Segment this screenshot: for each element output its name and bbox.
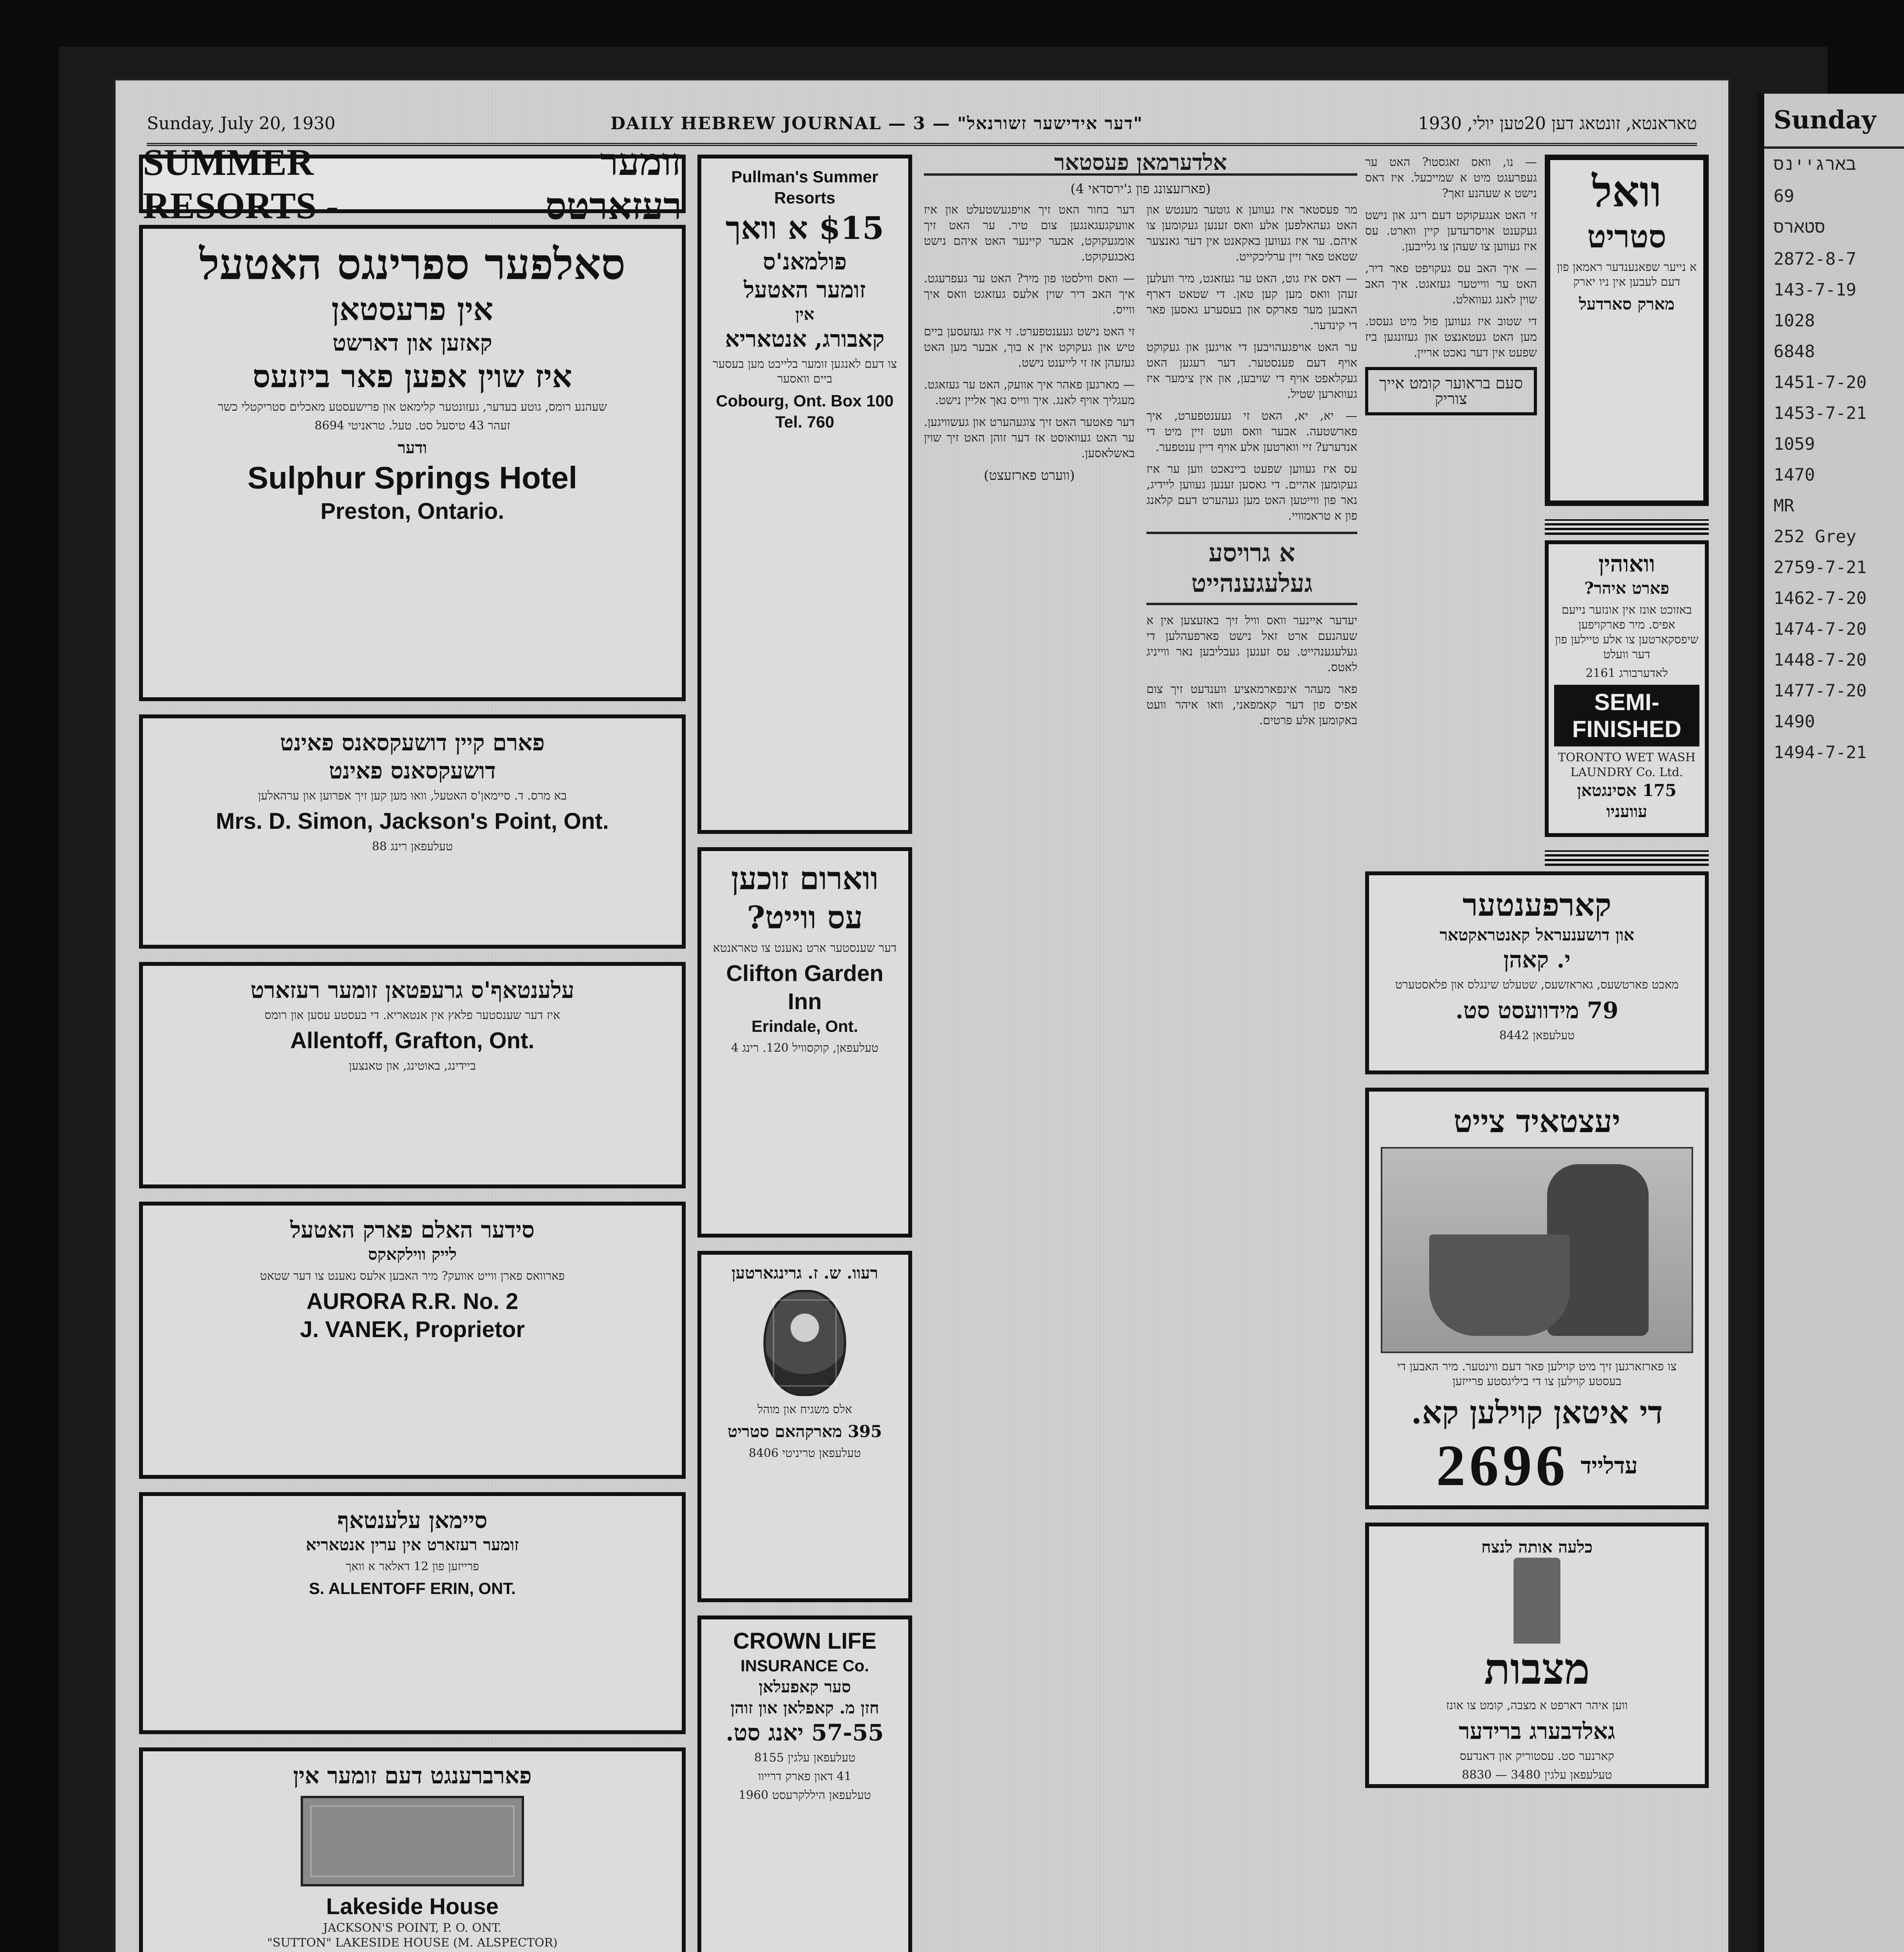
strip-line: 1474-7-20 — [1774, 619, 1867, 639]
coal-illustration — [1381, 1147, 1693, 1353]
monument-company: גאלדבערג ברידער — [1458, 1718, 1615, 1744]
lakeside-location: JACKSON'S POINT, P. O. ONT. — [323, 1921, 502, 1935]
story-paragraph: — יא, יא, האט זי געענטפערט, איך פארשטעה. אבער וואס וועט זיין מיט די אנדערע? זיי ווארטען אלע אויף דיין ענטפער. — [1146, 409, 1357, 454]
carpenter-address: 79 מידוועסט סט. — [1455, 997, 1619, 1024]
whither-description: באזוכט אונז אין אונזער נייעם אפיס. מיר פארקויפען שיפסקארטען צו אלע טיילען פון דער וועלט — [1555, 603, 1699, 661]
simon-subhead: דושעקסאנס פאינט — [329, 757, 496, 784]
sulphur-headline: סאלפער ספרינגס האטעל — [199, 239, 626, 289]
wall-author: מארק סארדעל — [1579, 294, 1675, 313]
resorts-title-hebrew: זומער רעזארטס — [545, 140, 682, 228]
story-subtitle: (פארזעצונג פון ג'ירסדאי 4) — [1070, 181, 1211, 197]
ad-carpenter — [1365, 871, 1709, 1074]
monument-verse: כלעה אותה לנצח — [1481, 1537, 1593, 1557]
strip-line: 2872-8-7 — [1774, 249, 1856, 269]
coal-phone-exchange: עדלייד — [1580, 1452, 1638, 1479]
carpenter-phone: טעלעפאן 8442 — [1499, 1029, 1575, 1042]
elm-proprietor: J. VANEK, Proprietor — [300, 1317, 525, 1342]
sulphur-description: שעהנע רומס, גוטע בעדער, געזונטער קלימאט און פרישעסטע מאכלים סטריקטלי כשר — [217, 400, 607, 414]
carpenter-name: י. קאהן — [1503, 946, 1571, 973]
strip-line: 6848 — [1774, 342, 1815, 362]
lakeside-proprietor: "SUTTON" LAKESIDE HOUSE (M. ALSPECTOR) — [267, 1936, 558, 1950]
simon-english-name: Mrs. D. Simon, Jackson's Point, Ont. — [216, 809, 609, 834]
crown-address2: 41 דאון פארק דרייוו — [758, 1770, 852, 1783]
wall-description: א נייער שפאנענדער ראמאן פון דעם לעבען אין ניו יארק — [1556, 260, 1697, 289]
crown-address: 57-55 יאנג סט. — [726, 1719, 884, 1746]
strip-line: 1028 — [1774, 311, 1815, 331]
story-paragraph: — דאס איז גוט, האט ער געזאגט, מיר וועלען זעהן וואס מען קען טאן. די שטאט דארף האבען מער פארקס און בעסערע גאסען פאר די קינדער. — [1146, 272, 1357, 332]
carpenter-subhead: און דושענעראל קאנטראקטאר — [1439, 925, 1635, 944]
right-ads-column — [1365, 155, 1709, 1801]
sulphur-subhead: קאזען און דארשט — [332, 329, 492, 356]
clifton-phone: טעלעפאן, קוקסוויל 120. רינג 4 — [731, 1041, 879, 1055]
story-text-left — [1146, 202, 1357, 735]
monument-icon — [1514, 1558, 1560, 1644]
story-continued-notice: (ווערט פארזעצט) — [984, 468, 1075, 483]
ad-wall-street-novel — [1545, 155, 1709, 506]
carpenter-headline: קארפענטער — [1462, 887, 1612, 923]
whither-subhead: פארט איהר? — [1584, 579, 1669, 598]
laundry-address: 175 אסינגטאן עוועניו — [1577, 781, 1677, 821]
pullman-city: קאבורג, אנטאריא — [725, 326, 885, 352]
story-paragraph: זי האט אנגעקוקט דעם רינג און נישט געקענט אויסרעדען קיין ווארט. עס איז געווען צו שעהן צו גלייבען. — [1365, 208, 1537, 253]
strip-line: 143-7-19 — [1774, 280, 1856, 300]
sulphur-phone: זעהר 43 טיסעל סט. טעל. טראניטי 8694 — [314, 419, 510, 433]
ad-crown-life-insurance — [697, 1615, 912, 1952]
masthead-date-hebrew: טאראנטא, זונטאג דען 20טען יולי, 1930 — [1418, 113, 1697, 134]
pullman-hotel: זומער האטעל — [743, 276, 866, 303]
strip-line: 252 Grey — [1774, 527, 1856, 547]
wall-headline: וואל — [1592, 166, 1662, 217]
allentoff-headline: עלענטאף'ס גרעפטאן זומער רעזארט — [250, 977, 574, 1003]
resorts-title-english: SUMMER RESORTS - — [143, 141, 339, 226]
coal-bin — [1429, 1234, 1570, 1336]
masthead — [147, 104, 1697, 146]
rabbi-address: 395 מארקהאם סטריט — [727, 1422, 882, 1441]
sulphur-open: איז שוין אפען פאר ביזנעס — [253, 358, 572, 395]
masthead-date-english: Sunday, July 20, 1930 — [147, 113, 336, 134]
sulphur-hotel-location: Preston, Ontario. — [320, 499, 505, 524]
pullman-address: Cobourg, Ont. Box 100 Tel. 760 — [716, 392, 894, 431]
crown-phone: טעלעפאן עלגין 8155 — [754, 1751, 856, 1765]
elm-headline: סידער האלם פארק האטעל — [290, 1216, 535, 1243]
strip-line: 1451-7-20 — [1774, 372, 1867, 392]
story-mid-headline: א גרויסע געלעגענהייט — [1146, 532, 1357, 605]
lakeside-photo — [301, 1796, 524, 1886]
decorative-stripe — [1545, 519, 1709, 535]
coal-phone-number: 2696 — [1436, 1433, 1569, 1498]
ad-pullman-resorts — [697, 155, 912, 834]
coal-company: די איטאן קוילען קא. — [1411, 1394, 1663, 1431]
strip-line: 1470 — [1774, 465, 1815, 485]
crown-phone2: טעלעפאן היללקרעסט 1960 — [738, 1788, 871, 1802]
monument-description: ווען איהר דארפט א מצבה, קומט צו אונז — [1446, 1699, 1628, 1712]
elm-lake: לייק ווילקאקס — [368, 1245, 457, 1264]
strip-line: 1494-7-21 — [1774, 743, 1867, 762]
simon-headline: פארם קיין דושעקסאנס פאינט — [280, 729, 545, 756]
rabbi-title: אלס משגיח און מוהל — [757, 1403, 852, 1416]
story-paragraph: דער פאטער האט זיך צוגעהערט און געשוויגען. ער האט געוואוסט אז דער זוהן האט זיך שוין באשלאסען. — [924, 415, 1135, 460]
sulphur-or: ודער — [398, 438, 427, 457]
pullman-name: פולמאנ'ס — [763, 248, 847, 275]
lakeside-name: Lakeside House — [326, 1894, 499, 1919]
crown-subtitle: INSURANCE Co. — [740, 1656, 869, 1675]
adjacent-page-strip — [1757, 94, 1904, 1952]
erin-headline: סיימאן עלענטאף — [337, 1507, 487, 1533]
summer-resorts-title — [139, 140, 686, 228]
story-column — [924, 150, 1357, 735]
wall-subhead: סטריט — [1587, 218, 1667, 255]
whither-phone: לאדערבורג 2161 — [1585, 666, 1668, 680]
rabbi-phone: טעלעפאן טריניטי 8406 — [749, 1446, 861, 1460]
story-paragraph: מר פעסטאר איז געווען א גוטער מענטש און האט געהאלפען אלע וואס זענען געקומען צו איהם. ער איז געווען באקאנט אין דער גאנצער שטאט פאר זיין ערליכקייט. — [1146, 203, 1357, 264]
story-paragraph: זי האט נישט געענטפערט. זי איז געזעסען ביים טיש און געקוקט אין א בוך, אבער מען האט געזעהן אז זי לייענט נישט. — [924, 325, 1135, 370]
story-paragraph: — מארגען פאהר איך אוועק, האט ער געזאגט. מעגליך אויף לאנג. איך ווייס נאך אליין נישט. — [924, 378, 1135, 407]
strip-line: 2759-7-21 — [1774, 557, 1867, 577]
allentoff-activities: ביידינג, באוטינג, און טאנצען — [349, 1059, 476, 1073]
story-paragraph: ער האט אויפגעהויבען די אויגען און געקוקט אויף דעם פענסטער. דער רעגען האט געקלאפט אויף די שויבען, און אין צימער איז געווארען שטיל. — [1146, 340, 1357, 401]
elm-description: פארוואס פארן ווייט אוועק? מיר האבען אלעס נאענט צו דער שטאט — [260, 1269, 565, 1283]
monument-phone: טעלעפאן עלגין 3480 — 8830 — [1462, 1768, 1612, 1782]
erin-subhead: זומער רעזארט אין ערין אנטאריא — [306, 1535, 519, 1554]
laundry-banner: SEMI-FINISHED — [1554, 685, 1699, 746]
sulphur-hotel-name: Sulphur Springs Hotel — [247, 460, 578, 495]
ad-rabbi-greengarten — [697, 1251, 912, 1602]
brauer-notice: סעם בראוער קומט אייך צוריק — [1365, 367, 1537, 415]
strip-line: בארגיינס — [1774, 154, 1856, 174]
ad-allentoff-grafton — [139, 962, 686, 1188]
allentoff-description: איז דער שענסטער פלאץ אין אנטאריא. די בעסטע עסען און רומס — [264, 1008, 560, 1022]
strip-line: 1448-7-20 — [1774, 650, 1867, 670]
story-text-right — [924, 202, 1135, 735]
sulphur-location: אין פרעסטאן — [331, 291, 494, 328]
ad-whither-travel — [1545, 540, 1709, 837]
crown-cantor: חזן מ. קאפלאן און זוהן — [730, 1698, 879, 1717]
ad-elm-park-hotel — [139, 1202, 686, 1479]
monument-address: קארנער סט. עסטוריק און דאנדעס — [1460, 1749, 1614, 1763]
strip-line: 69 — [1774, 186, 1794, 206]
wall-street-promo — [1545, 155, 1709, 871]
ad-goldberg-monuments — [1365, 1523, 1709, 1788]
story-paragraph: עס איז געווען שפעט ביינאכט ווען ער איז געקומען אהיים. די גאסען זענען געווען ליידיג, נאר פון ווייטען האט מען געהערט דעם קלאנג פון א טראמוויי. — [1146, 462, 1357, 523]
rabbi-portrait — [763, 1290, 846, 1396]
pullman-price: $15 א וואך — [726, 210, 884, 246]
clifton-headline: ווארום זוכען — [731, 860, 879, 897]
masthead-title: DAILY HEBREW JOURNAL — 3 — "דער אידישער זשורנאל" — [610, 113, 1143, 134]
strip-line: 1453-7-21 — [1774, 403, 1867, 423]
pullman-description: צו דעם לאנגען זומער בלייבט מען בעסער ביים וואסער — [712, 357, 897, 386]
story-paragraph: — וואס ווילסטו פון מיר? האט ער געפרעגט. איך האב דיר שוין אלעס געזאגט וואס איך ווייס. — [924, 272, 1135, 317]
story-paragraph: די שטוב איז געווען פול מיט געסט. מען האט געטאנצט און געזונגען ביז שפעט אין דער נאכט אריין. — [1365, 315, 1537, 360]
rabbi-name: רעוו. ש. ז. גרינגארטען — [731, 1263, 878, 1282]
lakeside-headline: פארברענגט דעם זומער אין — [293, 1762, 532, 1789]
resorts-column — [139, 140, 686, 1952]
coal-headline: יעצטאיד צייט — [1453, 1103, 1621, 1140]
monument-headline: מצבות — [1484, 1644, 1590, 1694]
pullman-heading: Pullman's Summer Resorts — [731, 167, 879, 207]
strip-heading: Sunday — [1764, 94, 1904, 149]
whither-headline: וואוהין — [1598, 550, 1655, 577]
ad-simon-jacksons-point — [139, 714, 686, 949]
coal-phone-row — [1381, 1432, 1693, 1499]
strip-line: MR — [1774, 496, 1794, 516]
coal-description: צו פארזארגען זיך מיט קוילען פאר דעם ווינטער. מיר האבען די בעסטע קוילען צו די ביליגסטע פרייזען — [1397, 1360, 1677, 1388]
crown-name: CROWN LIFE — [733, 1628, 877, 1654]
strip-line: 1490 — [1774, 712, 1815, 732]
carpenter-services: מאכט פארטשעס, גאראזשעס, שטעלט שינגלס און פלאסטערט — [1395, 978, 1679, 992]
pullman-in: אין — [795, 305, 815, 324]
clifton-subhead: עס ווייט? — [747, 899, 863, 936]
simon-description: בא מרס. ד. סיימאן'ס האטעל, וואו מען קען זיך אפרוען און ערהאלען — [258, 789, 567, 803]
strip-line: 1477-7-20 — [1774, 681, 1867, 701]
story-paragraph: דער בחור האט זיך אויפגעשטעלט און איז אוועקגעגאנגען צום טיר. ער האט זיך אומגעקוקט, אבער קיינער האט איהם נישט נאכגעקוקט. — [924, 203, 1135, 264]
ad-eaton-coal — [1365, 1088, 1709, 1509]
ad-sulphur-springs — [139, 225, 686, 701]
ad-erin-resort — [139, 1492, 686, 1734]
erin-price: פרייזען פון 12 דאלאר א וואך — [346, 1560, 479, 1573]
strip-line: 1059 — [1774, 434, 1815, 454]
story-paragraph: — איך האב עס געקויפט פאר דיר, האט ער ווייטער געזאגט. איך האב שוין לאנג געוואלט. — [1365, 262, 1537, 306]
story-paragraph: — נו, וואס זאגסטו? האט ער געפרעגט מיט א שמייכעל. איז דאס נישט א שעהנע זאך? — [1365, 155, 1537, 200]
narrow-ads-column — [697, 155, 912, 1952]
elm-address: AURORA R.R. No. 2 — [306, 1289, 519, 1314]
column3-text — [1365, 155, 1537, 871]
simon-phone: טעלעפאן רינג 88 — [372, 840, 453, 853]
ad-lakeside-house — [139, 1747, 686, 1952]
crown-agent: סער קאפעלאן — [758, 1677, 851, 1696]
story-title: אלדערמאן פעסטאר — [924, 155, 1357, 176]
clifton-description: דער שענסטער ארט נאענט צו טאראנטא — [713, 941, 897, 955]
story-paragraph: פאר מעהר אינפארמאציע ווענדעט זיך צום אפיס פון דער קאמפאני, וואו איהר וועט באקומען אלע פרטים. — [1146, 682, 1357, 727]
strip-line: 1462-7-20 — [1774, 588, 1867, 608]
decorative-stripe — [1545, 850, 1709, 866]
strip-line: סטארס — [1774, 217, 1826, 237]
newspaper-page — [113, 78, 1731, 1952]
allentoff-english-name: Allentoff, Grafton, Ont. — [290, 1028, 535, 1053]
clifton-location: Erindale, Ont. — [751, 1017, 858, 1035]
ad-clifton-garden-inn — [697, 847, 912, 1238]
story-paragraph: יעדער איינער וואס וויל זיך באזעצען אין א שעהנעם ארט זאל נישט פארפעהלען די געלעגענהייט. עס זענען געבליבען נאר ווייניג לאטס. — [1146, 614, 1357, 674]
clifton-name: Clifton Garden Inn — [726, 961, 884, 1014]
erin-english-name: S. ALLENTOFF ERIN, ONT. — [309, 1579, 516, 1598]
laundry-company: TORONTO WET WASH LAUNDRY Co. Ltd. — [1558, 751, 1696, 779]
